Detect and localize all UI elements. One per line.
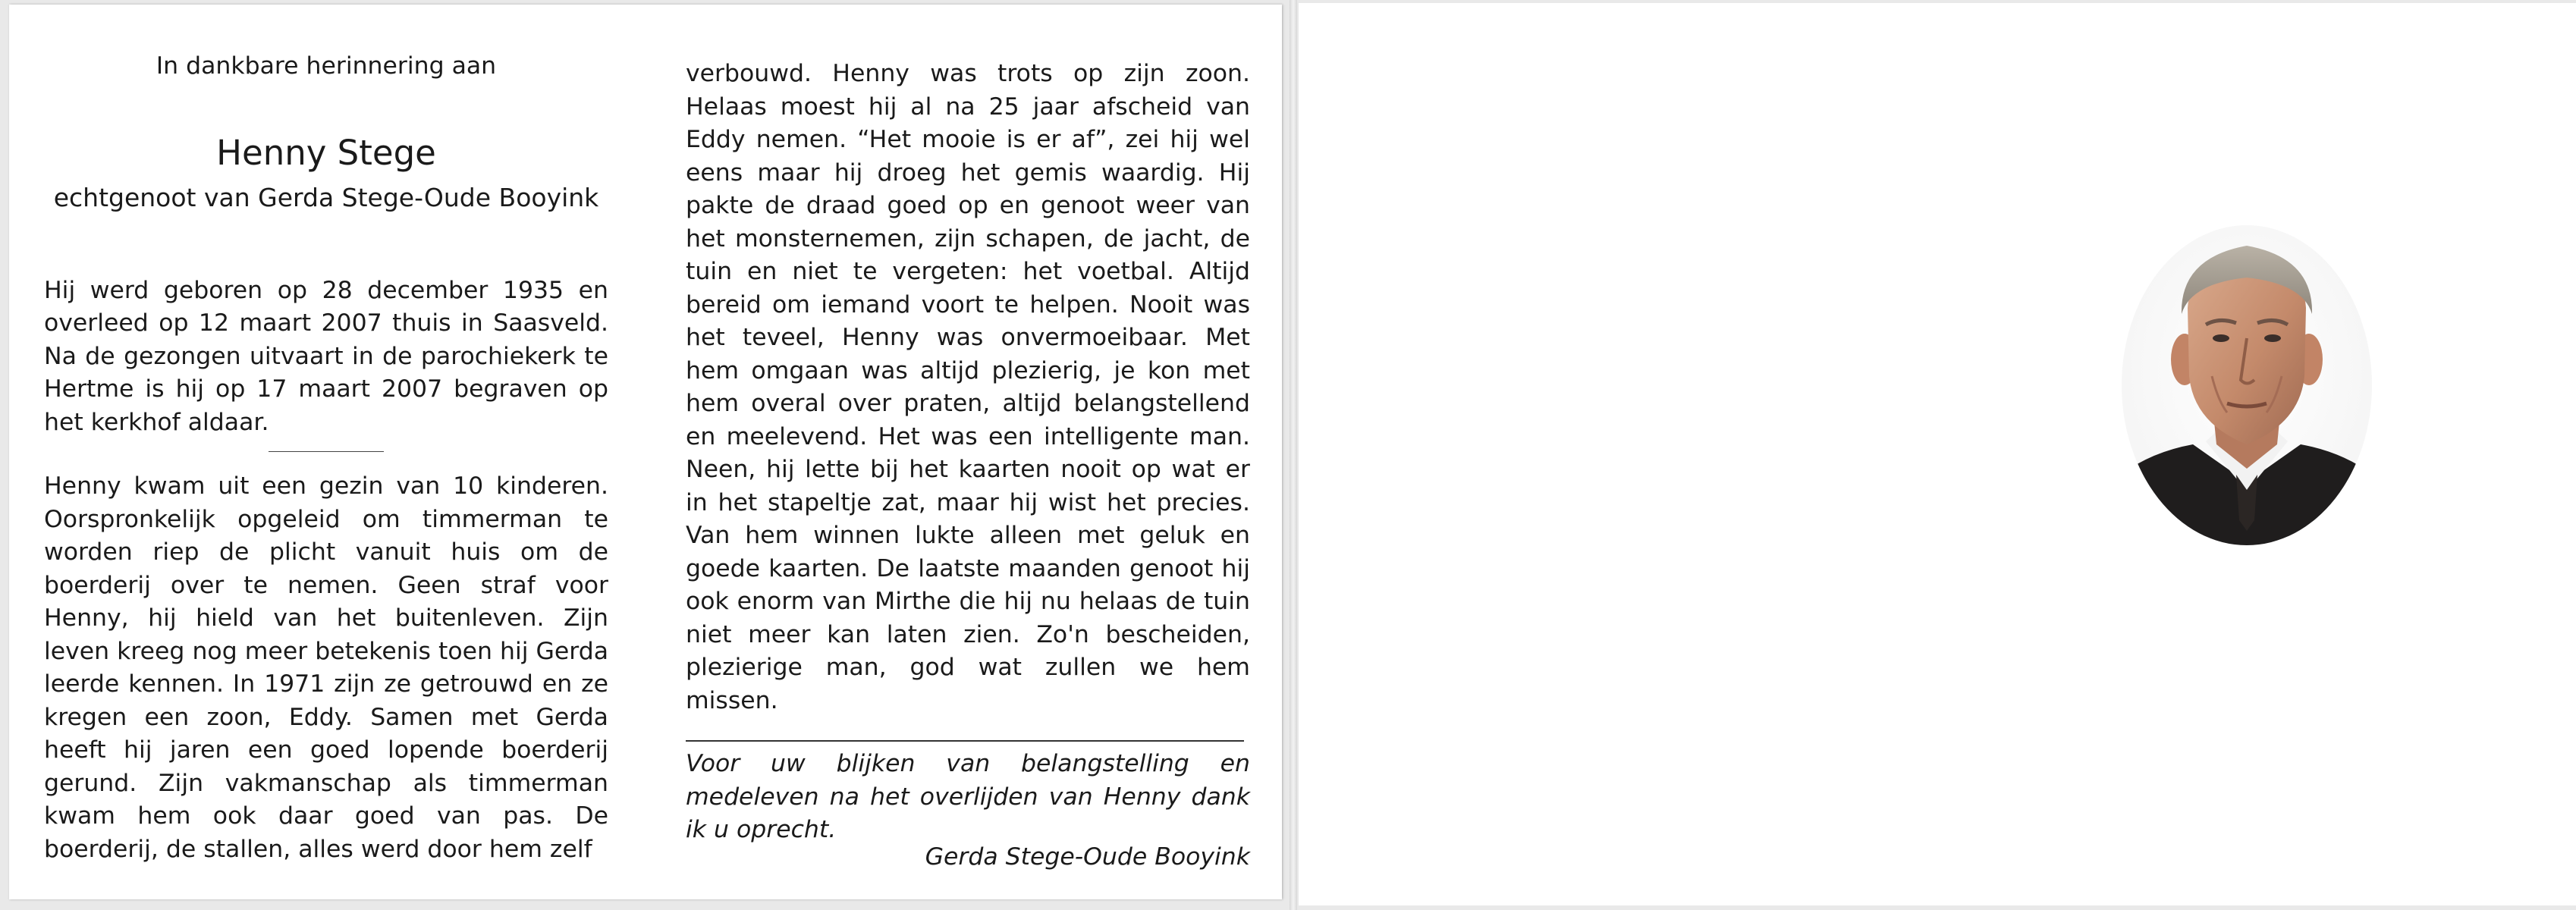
life-story-paragraph-part-1: Henny kwam uit een gezin van 10 kinderen. Oorspronkelijk opgeleid om timmerman te worden riep de plicht vanuit huis om de boerderij over te nemen. Geen straf voor Henny, hij hield van het buitenleven. Zijn leven kreeg nog meer betekenis toen hij Gerda leerde kennen. In 1971 zijn ze getrouwd en ze kregen een zoon, Eddy. Samen met Gerda heeft hij jaren een goed lopende boerderij gerund. Zijn vakmanschap als timmerman kwam hem ook daar goed van pas. De boerderij, de stallen, alles werd door hem zelf — [44, 472, 608, 863]
portrait-photo-icon — [2121, 224, 2373, 546]
remembrance-intro: In dankbare herinnering aan — [156, 52, 497, 80]
thank-you-note: Voor uw blijken van belangstelling en medeleven na het overlijden van Henny dank ik u oprecht. — [686, 750, 1250, 843]
card-fold — [1290, 0, 1297, 910]
birth-death-paragraph: Hij werd geboren op 28 december 1935 en overleed op 12 maart 2007 thuis in Saasveld. Na de gezongen uitvaart in de parochiekerk te Hertme is hij op 17 maart 2007 begraven op het kerkhof aldaar. — [44, 276, 608, 436]
section-divider — [269, 451, 384, 452]
outer-card-panel — [1299, 3, 2576, 905]
thanks-divider — [686, 740, 1244, 742]
left-text-column — [44, 50, 608, 866]
right-text-column — [686, 58, 1250, 874]
signature: Gerda Stege-Oude Booyink — [925, 843, 1250, 871]
inner-card-panel — [9, 5, 1282, 899]
spouse-line: echtgenoot van Gerda Stege-Oude Booyink — [53, 183, 599, 212]
life-story-paragraph-part-2: verbouwd. Henny was trots op zijn zoon. Helaas moest hij al na 25 jaar afscheid van Eddy nemen. “Het mooie is er af”, zei hij wel eens maar hij droeg het gemis waardig. Hij pakte de draad goed op en genoot weer van het monsternemen, zijn schapen, de jacht, de tuin en niet te vergeten: het voetbal. Altijd bereid om iemand voort te helpen. Nooit was het teveel, Henny was onvermoeibaar. Met hem omgaan was altijd plezierig, je kon met hem overal over praten, altijd belangstellend en meelevend. Het was een intelligente man. Neen, hij lette bij het kaarten nooit op wat er in het stapeltje zat, maar hij wist het precies. Van hem winnen lukte alleen met geluk en goede kaarten. De laatste maanden genoot hij ook enorm van Mirthe die hij nu helaas de tuin niet meer kan laten zien. Zo'n bescheiden, plezierige man, god wat zullen we hem missen. — [686, 60, 1250, 714]
deceased-name: Henny Stege — [216, 133, 436, 173]
